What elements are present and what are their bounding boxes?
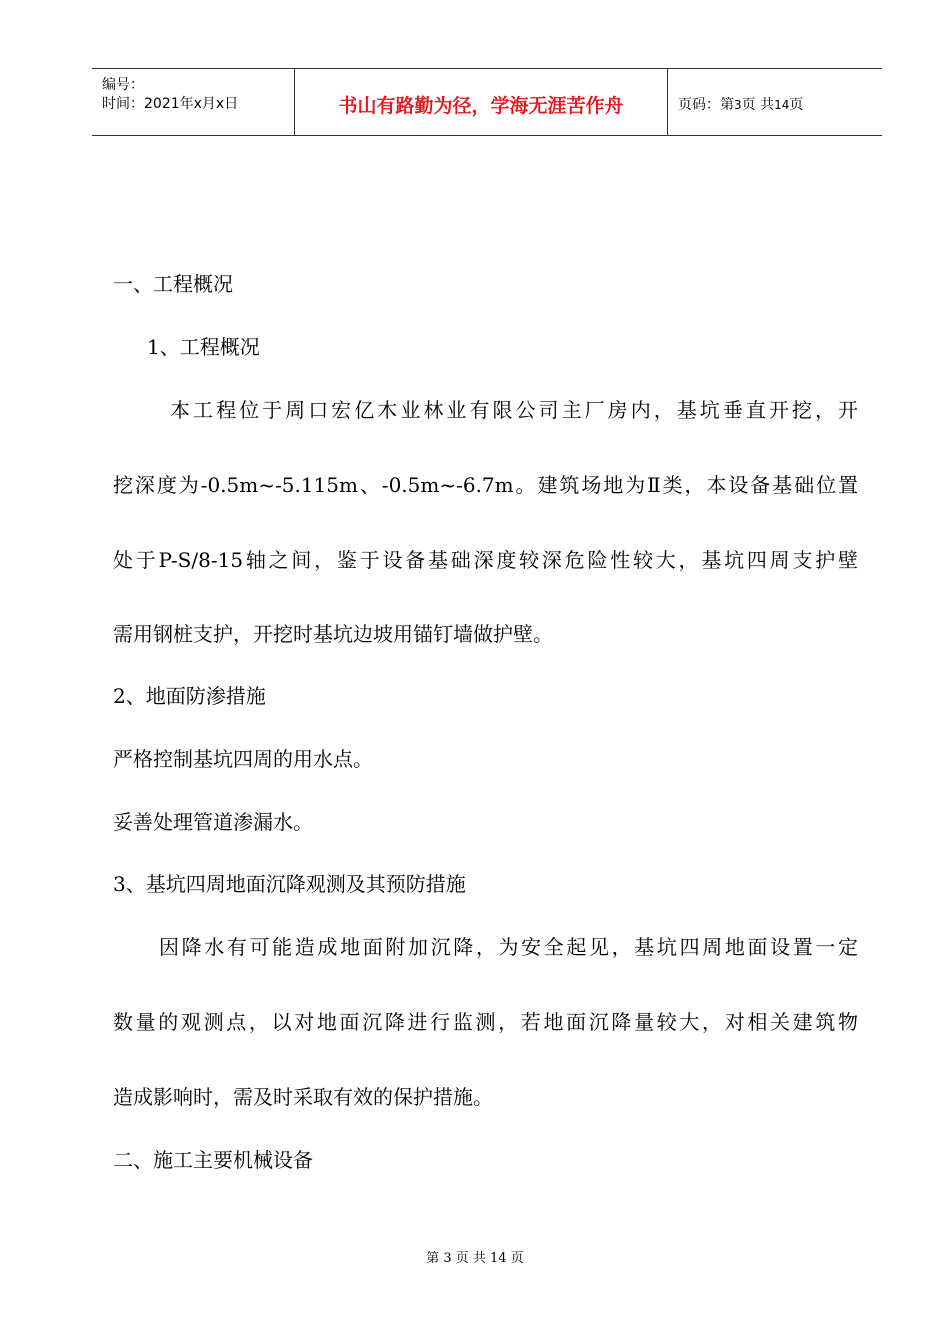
section-1-title: 一、工程概况 xyxy=(113,272,233,296)
section-2-title: 二、施工主要机械设备 xyxy=(113,1148,313,1172)
header-page-number xyxy=(678,94,803,114)
header-info-cell xyxy=(92,69,294,135)
header-motto: 书山有路勤为径，学海无涯苦作舟 xyxy=(338,95,624,117)
document-time-label: 时间：2021年x月x日 xyxy=(102,96,239,112)
header-motto-cell xyxy=(294,69,668,135)
header-page-cell xyxy=(668,69,882,135)
subsection-2-item-1: 严格控制基坑四周的用水点。 xyxy=(113,747,373,771)
paragraph-3-line-3: 造成影响时，需及时采取有效的保护措施。 xyxy=(113,1085,493,1109)
page-total: 14 xyxy=(774,98,790,112)
subsection-3-title: 3、基坑四周地面沉降观测及其预防措施 xyxy=(113,872,466,896)
paragraph-1-line-4: 需用钢桩支护，开挖时基坑边坡用锚钉墙做护壁。 xyxy=(113,622,553,646)
subsection-2-item-2: 妥善处理管道渗漏水。 xyxy=(113,810,313,834)
page-suffix: 页 xyxy=(789,97,804,113)
page-footer: 第 3 页 共 14 页 xyxy=(426,1251,524,1266)
subsection-2-title: 2、地面防渗措施 xyxy=(113,684,266,708)
paragraph-3-line-1: 因降水有可能造成地面附加沉降，为安全起见，基坑四周地面设置一定 xyxy=(159,935,858,959)
page-prefix: 页码：第 xyxy=(678,97,734,113)
paragraph-3-line-2: 数量的观测点，以对地面沉降进行监测，若地面沉降量较大，对相关建筑物 xyxy=(113,1010,858,1034)
page-current: 3 xyxy=(734,98,742,112)
page-header xyxy=(92,68,882,136)
paragraph-1-line-1: 本工程位于周口宏亿木业林业有限公司主厂房内，基坑垂直开挖，开 xyxy=(170,398,858,422)
subsection-1-title: 1、工程概况 xyxy=(147,335,260,359)
paragraph-1-line-2: 挖深度为-0.5m~-5.115m、-0.5m~-6.7m。建筑场地为Ⅱ类，本设备基础位置 xyxy=(113,473,858,497)
paragraph-1-line-3: 处于P-S/8-15轴之间，鉴于设备基础深度较深危险性较大，基坑四周支护壁 xyxy=(113,548,858,572)
document-number-label: 编号： xyxy=(102,77,144,93)
page-mid: 页 共 xyxy=(741,97,775,113)
